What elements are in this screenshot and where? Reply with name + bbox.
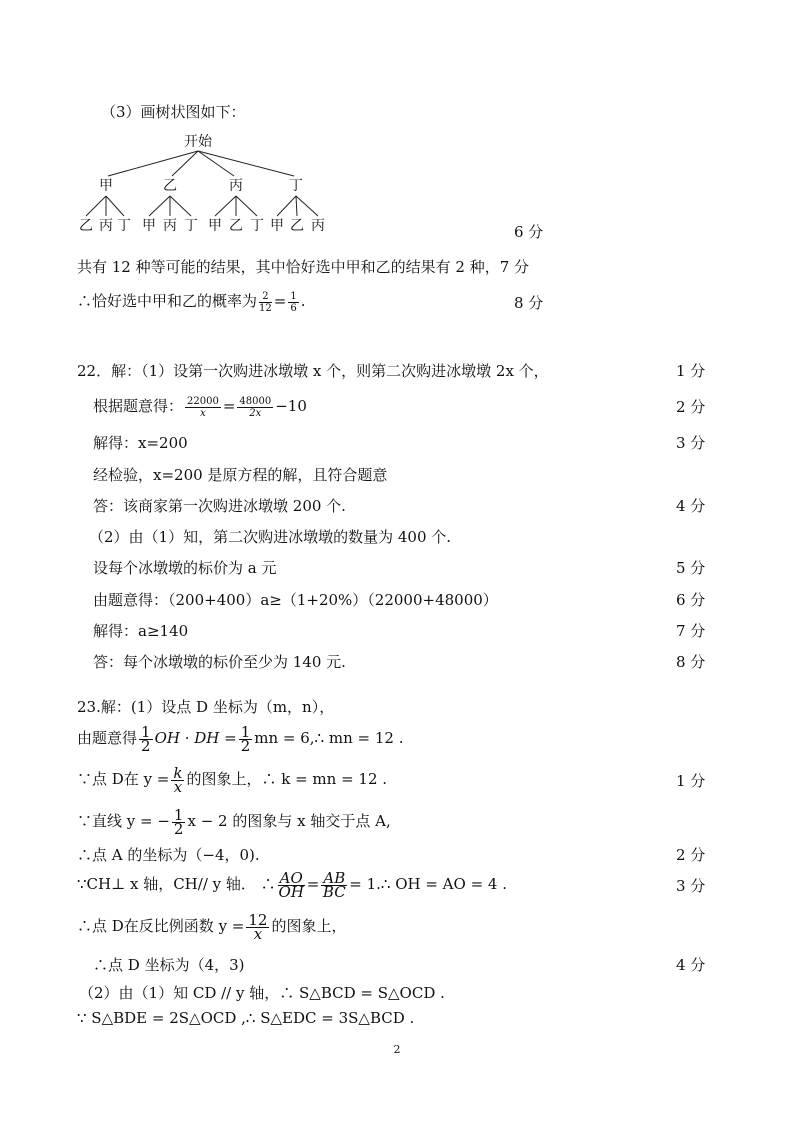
fraction-denominator: 2x	[249, 407, 262, 419]
fraction	[171, 763, 184, 796]
fraction	[246, 910, 269, 943]
fraction-numerator: 1	[290, 290, 297, 302]
q23-line-equation	[77, 805, 391, 837]
tree-level1-node: 丙	[229, 178, 243, 194]
fraction-denominator: 2	[141, 736, 151, 755]
fraction-denominator: x	[173, 777, 183, 796]
text: ∵点 D在 y =	[77, 770, 170, 788]
score-label: 8 分	[676, 653, 706, 671]
score-label: 4 分	[676, 497, 706, 515]
text: .	[300, 292, 306, 310]
score-label: 4 分	[676, 956, 706, 974]
q23-point-a: ∴点 A 的坐标为（−4，0).	[77, 846, 260, 864]
score-label: 6 分	[676, 591, 706, 609]
tree-leaf-node: 丙	[99, 218, 113, 234]
tree-leaf-node: 丁	[184, 218, 198, 234]
text: ∴点 D在反比例函数 y =	[77, 917, 245, 935]
score-label: 2 分	[676, 846, 706, 864]
text: ∴恰好选中甲和乙的概率为	[77, 292, 258, 310]
fraction	[239, 722, 253, 755]
q22-solve1: 解得：x=200	[93, 434, 188, 452]
fraction	[139, 722, 153, 755]
score-label: 3 分	[676, 877, 706, 895]
fraction-numerator: 48000	[239, 395, 272, 407]
fraction	[288, 291, 298, 314]
text: 由题意得	[77, 729, 138, 747]
fraction	[321, 868, 347, 901]
score-label: 6 分	[514, 223, 544, 241]
q23-inverse-function	[77, 908, 346, 944]
q22-answer2: 答：每个冰墩墩的标价至少为 140 元.	[93, 653, 346, 671]
page-number: 2	[393, 1043, 401, 1056]
text: ∵CH⊥ x 轴，CH// y 轴． ∴	[77, 875, 276, 893]
q22-equation	[93, 391, 307, 421]
tree-level1-node: 乙	[163, 178, 177, 194]
text: ∵直线 y = −	[77, 812, 170, 830]
q22-line1: 22．解：（1）设第一次购进冰墩墩 x 个，则第二次购进冰墩墩 2x 个，	[77, 362, 549, 380]
score-label: 7 分	[676, 622, 706, 640]
fraction-denominator: OH	[278, 882, 304, 901]
text: =	[273, 292, 287, 310]
tree-leaf-node: 甲	[270, 218, 284, 234]
fraction-numerator: 22000	[187, 395, 219, 407]
tree-leaf-node: 乙	[290, 218, 304, 234]
tree-leaf-node: 丙	[163, 218, 177, 234]
fraction	[259, 291, 272, 314]
fraction-denominator: 2	[173, 819, 184, 838]
score-label: 5 分	[676, 559, 706, 577]
q23-part2-line1: （2）由（1）知 CD // y 轴，∴ S△BCD = S△OCD .	[79, 984, 445, 1002]
result-count-line: 共有 12 种等可能的结果，其中恰好选中甲和乙的结果有 2 种，7 分	[77, 258, 530, 276]
score-label: 3 分	[676, 434, 706, 452]
tree-level1-node: 丁	[289, 178, 303, 194]
fraction-denominator: BC	[322, 882, 346, 901]
text: x − 2 的图象与 x 轴交于点 A,	[187, 812, 391, 830]
score-label: 1 分	[676, 362, 706, 380]
fraction	[185, 396, 221, 419]
fraction-numerator: 12	[248, 910, 268, 929]
q23-point-d: ∴点 D 坐标为（4，3)	[93, 956, 245, 974]
tree-intro: （3）画树状图如下：	[101, 103, 246, 121]
q23-ratio-line	[77, 866, 507, 902]
text: =	[306, 875, 320, 893]
text: 的图象上，∴ k = mn = 12 .	[186, 770, 388, 788]
fraction-numerator: 1	[240, 722, 251, 741]
q23-part2-line2: ∵ S△BDE = 2S△OCD ,∴ S△EDC = 3S△BCD .	[77, 1009, 415, 1027]
fraction-numerator: AO	[279, 868, 303, 887]
q23-k-line	[77, 763, 387, 795]
probability-line	[77, 287, 305, 315]
text: mn = 6,∴ mn = 12 .	[254, 729, 404, 747]
text: 的图象上，	[271, 917, 347, 935]
tree-leaf-node: 乙	[229, 218, 243, 234]
tree-leaf-node: 丙	[311, 218, 325, 234]
text: OH · DH =	[154, 729, 237, 747]
q22-solve2: 解得：a≥140	[93, 622, 189, 640]
fraction-denominator: x	[200, 407, 206, 419]
tree-leaf-node: 丁	[250, 218, 264, 234]
q22-inequality: 由题意得：（200+400）a≥（1+20%）（22000+48000）	[93, 591, 498, 609]
q23-area-equation	[77, 722, 403, 754]
fraction-denominator: x	[253, 924, 263, 943]
text: 根据题意得：	[93, 397, 184, 415]
tree-root: 开始	[184, 134, 212, 150]
text: =	[222, 397, 236, 415]
fraction-numerator: 2	[259, 291, 272, 303]
score-label: 2 分	[676, 398, 706, 416]
fraction-numerator: 1	[141, 722, 151, 741]
text: = 1.∴ OH = AO = 4 .	[349, 875, 507, 893]
q22-part2: （2）由（1）知，第二次购进冰墩墩的数量为 400 个.	[89, 528, 452, 546]
tree-leaf-node: 乙	[79, 218, 93, 234]
fraction	[237, 396, 273, 419]
fraction-numerator: 1	[173, 805, 184, 824]
fraction	[278, 868, 305, 901]
score-label: 1 分	[676, 772, 706, 790]
text: −10	[275, 397, 307, 415]
fraction-numerator: k	[173, 763, 183, 782]
tree-leaf-node: 丁	[117, 218, 131, 234]
q22-answer1: 答：该商家第一次购进冰墩墩 200 个.	[93, 497, 346, 515]
tree-level1-node: 甲	[99, 178, 113, 194]
fraction-numerator: AB	[323, 868, 346, 887]
fraction-denominator: 6	[290, 302, 297, 314]
fraction	[172, 805, 186, 838]
q23-line1: 23.解：(1）设点 D 坐标为（m，n），	[77, 698, 335, 716]
q22-let-a: 设每个冰墩墩的标价为 a 元	[93, 559, 277, 577]
fraction-denominator: 12	[259, 302, 272, 314]
fraction-denominator: 2	[240, 736, 251, 755]
tree-leaf-node: 甲	[208, 218, 222, 234]
tree-leaf-node: 甲	[142, 218, 156, 234]
score-label: 8 分	[514, 294, 544, 312]
q22-check: 经检验，x=200 是原方程的解，且符合题意	[93, 466, 388, 484]
